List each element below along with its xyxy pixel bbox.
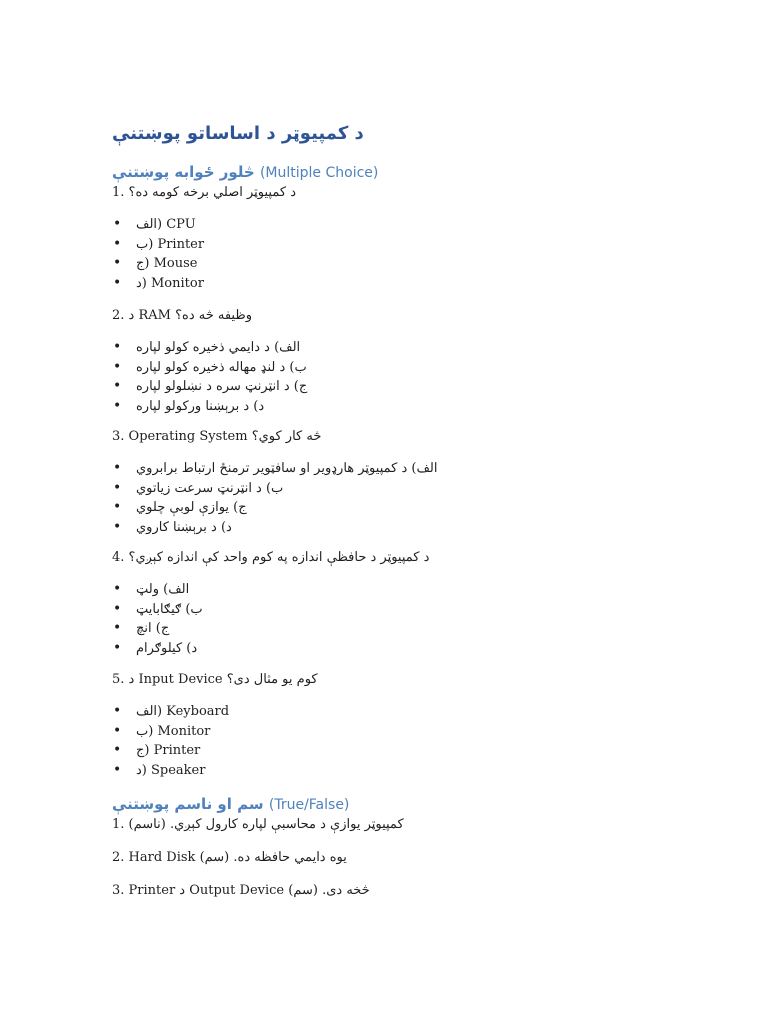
- option: • الف) د کمپیوټر هارډویر او سافټویر ترمنځ ارتباط برابروي: [112, 459, 437, 479]
- bullet-icon: •: [113, 639, 122, 656]
- option: • ب) د انټرنټ سرعت زیاتوي: [112, 479, 437, 499]
- option: • الف) ولټ: [112, 580, 203, 600]
- bullet-icon: •: [113, 460, 122, 476]
- question-5-options: [112, 702, 229, 780]
- question-5: 5. د Input Device کوم یو مثال دی؟: [112, 672, 318, 687]
- section-heading-pashto: څلور ځوابه پوښتنې: [112, 163, 255, 181]
- bullet-icon: •: [113, 274, 122, 291]
- bullet-icon: •: [113, 600, 122, 617]
- section-heading-multiple-choice: [112, 163, 378, 181]
- bullet-icon: •: [113, 216, 122, 232]
- bullet-icon: •: [113, 358, 122, 375]
- bullet-icon: •: [113, 722, 122, 739]
- option: • ب) Monitor: [112, 722, 229, 742]
- option: • د) کیلوګرام: [112, 639, 203, 659]
- option: • الف) د دایمي ذخیره کولو لپاره: [112, 338, 307, 358]
- bullet-icon: •: [113, 378, 122, 394]
- bullet-icon: •: [113, 742, 122, 758]
- bullet-icon: •: [113, 761, 122, 778]
- section-heading-english: (Multiple Choice): [259, 165, 379, 181]
- question-2: 2. د RAM وظیفه څه ده؟: [112, 308, 252, 323]
- question-1-options: [112, 215, 204, 293]
- option: • الف) Keyboard: [112, 702, 229, 722]
- section-heading-true-false: [112, 795, 349, 813]
- bullet-icon: •: [113, 479, 122, 496]
- page-title: د کمپیوټر د اساساتو پوښتنې: [112, 123, 364, 144]
- option: • د) Monitor: [112, 274, 204, 294]
- bullet-icon: •: [113, 703, 122, 719]
- question-3-options: [112, 459, 437, 537]
- option: • ج) یوازې لوبې چلوي: [112, 498, 437, 518]
- bullet-icon: •: [113, 499, 122, 515]
- question-4-options: [112, 580, 203, 658]
- bullet-icon: •: [113, 339, 122, 355]
- true-false-statement-3: 3. Printer د Output Device څخه دی. (سم): [112, 883, 370, 898]
- bullet-icon: •: [113, 397, 122, 414]
- option: • د) د برېښنا کاروي: [112, 518, 437, 538]
- question-3: 3. Operating System څه کار کوي؟: [112, 429, 322, 444]
- true-false-statement-1: 1. کمپیوټر یوازې د محاسبې لپاره کارول کېږي. (ناسم): [112, 817, 404, 832]
- true-false-statement-2: 2. Hard Disk یوه دایمي حافظه ده. (سم): [112, 850, 347, 865]
- option: • د) د برېښنا ورکولو لپاره: [112, 397, 307, 417]
- option: • ج) Mouse: [112, 254, 204, 274]
- bullet-icon: •: [113, 235, 122, 252]
- option: • ب) د لنډ مهاله ذخیره کولو لپاره: [112, 358, 307, 378]
- option: • د) Speaker: [112, 761, 229, 781]
- option: • ج) د انټرنټ سره د نښلولو لپاره: [112, 377, 307, 397]
- section-heading-english: (True/False): [268, 797, 350, 813]
- question-4: 4. د کمپیوټر د حافظې اندازه په کوم واحد کې اندازه کېږي؟: [112, 550, 430, 565]
- bullet-icon: •: [113, 518, 122, 535]
- bullet-icon: •: [113, 620, 122, 636]
- option: • ب) ګیګابایټ: [112, 600, 203, 620]
- section-heading-pashto: سم او ناسم پوښتنې: [112, 795, 264, 813]
- question-1: 1. د کمپیوټر اصلي برخه کومه ده؟: [112, 185, 296, 200]
- option: • الف) CPU: [112, 215, 204, 235]
- question-2-options: [112, 338, 307, 416]
- option: • ب) Printer: [112, 235, 204, 255]
- bullet-icon: •: [113, 255, 122, 271]
- bullet-icon: •: [113, 581, 122, 597]
- option: • ج) Printer: [112, 741, 229, 761]
- option: • ج) انچ: [112, 619, 203, 639]
